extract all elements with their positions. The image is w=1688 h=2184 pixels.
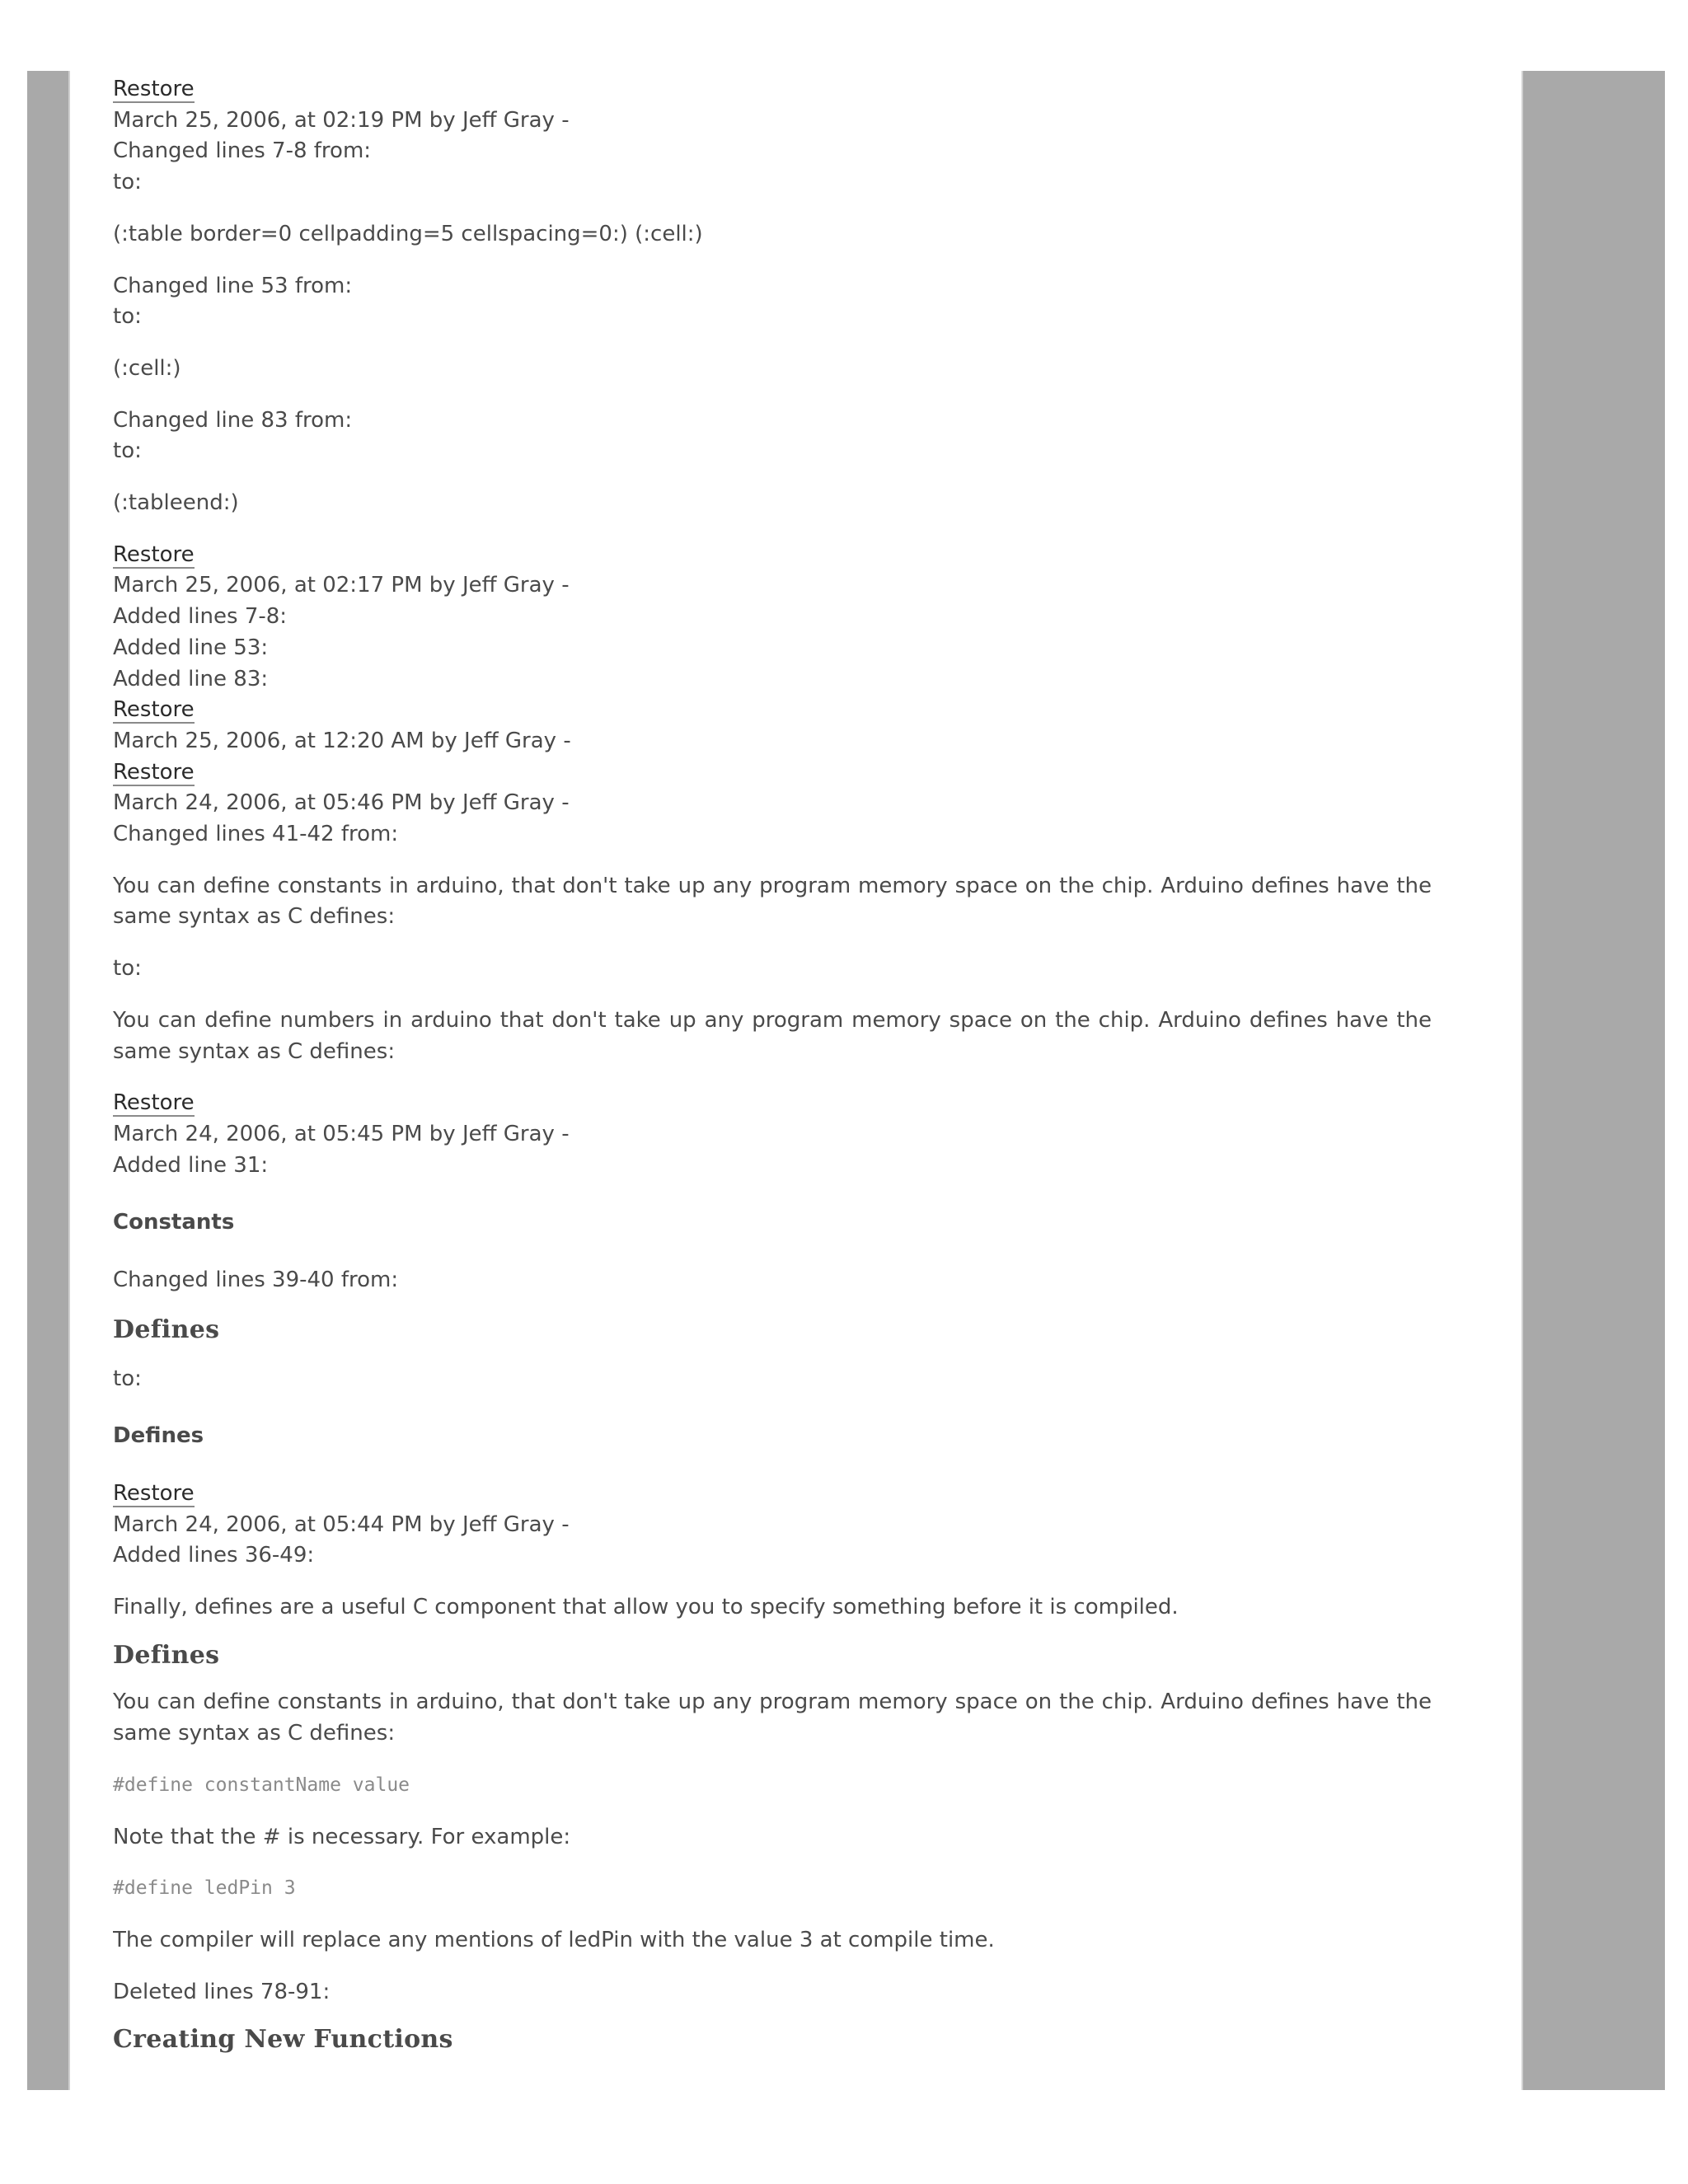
restore-link[interactable]: Restore (113, 697, 195, 723)
revision-meta: March 25, 2006, at 12:20 AM by Jeff Gray - (113, 728, 571, 753)
change-description: Added lines 36-49: (113, 1543, 315, 1568)
section-heading: Defines (113, 1640, 220, 1670)
change-description: Changed line 83 from: (113, 407, 353, 433)
to-label: to: (113, 170, 142, 195)
revision-meta: March 24, 2006, at 05:45 PM by Jeff Gray - (113, 1121, 570, 1146)
restore-link[interactable]: Restore (113, 759, 195, 785)
changed-text: (:tableend:) (113, 490, 239, 516)
restore-link[interactable]: Restore (113, 77, 195, 101)
to-label: to: (113, 438, 142, 464)
change-description: Deleted lines 78-91: (113, 1979, 331, 2004)
section-heading: Defines (113, 1423, 204, 1449)
section-heading: Defines (113, 1315, 220, 1344)
body-text: Note that the # is necessary. For example: (113, 1824, 571, 1849)
revision-meta: March 24, 2006, at 05:44 PM by Jeff Gray - (113, 1511, 570, 1537)
changed-text: (:cell:) (113, 355, 181, 381)
restore-link[interactable]: Restore (113, 1480, 195, 1506)
restore-link[interactable]: Restore (113, 1090, 195, 1116)
changed-text: You can define numbers in arduino that don't take up any program memory space on the chip. Arduino defines have the same syntax as C defines: (113, 1007, 1432, 1064)
section-heading: Constants (113, 1210, 235, 1235)
body-text: The compiler will replace any mentions of ledPin with the value 3 at compile time. (113, 1927, 995, 1952)
left-sidebar-bar (27, 71, 70, 2090)
revision-meta: March 25, 2006, at 02:19 PM by Jeff Gray - (113, 107, 570, 133)
history-content (113, 71, 1432, 2090)
changed-text: (:table border=0 cellpadding=5 cellspacing=0:) (:cell:) (113, 221, 703, 246)
code-snippet: #define ledPin 3 (113, 1877, 296, 1900)
changed-text: You can define constants in arduino, that don't take up any program memory space on the chip. Arduino defines have the same syntax as C defines: (113, 873, 1432, 930)
to-label: to: (113, 1366, 142, 1391)
change-description: Changed lines 39-40 from: (113, 1268, 399, 1293)
change-description: Added line 83: (113, 666, 269, 691)
revision-meta: March 25, 2006, at 02:17 PM by Jeff Gray - (113, 573, 570, 598)
to-label: to: (113, 304, 142, 330)
change-description: Changed lines 7-8 from: (113, 138, 372, 164)
body-text: You can define constants in arduino, that don't take up any program memory space on the chip. Arduino defines have the same syntax as C defines: (113, 1690, 1432, 1746)
change-description: Changed line 53 from: (113, 273, 353, 298)
section-heading: Creating New Functions (113, 2025, 453, 2055)
body-text: Finally, defines are a useful C component that allow you to specify something before it is compiled. (113, 1595, 1179, 1620)
change-description: Added line 53: (113, 635, 269, 660)
code-snippet: #define constantName value (113, 1774, 410, 1796)
restore-link[interactable]: Restore (113, 541, 195, 567)
to-label: to: (113, 956, 142, 982)
revision-meta: March 24, 2006, at 05:46 PM by Jeff Gray - (113, 790, 570, 816)
change-description: Added lines 7-8: (113, 604, 288, 630)
change-description: Added line 31: (113, 1152, 269, 1178)
right-sidebar-bar (1522, 71, 1665, 2090)
change-description: Changed lines 41-42 from: (113, 822, 399, 847)
